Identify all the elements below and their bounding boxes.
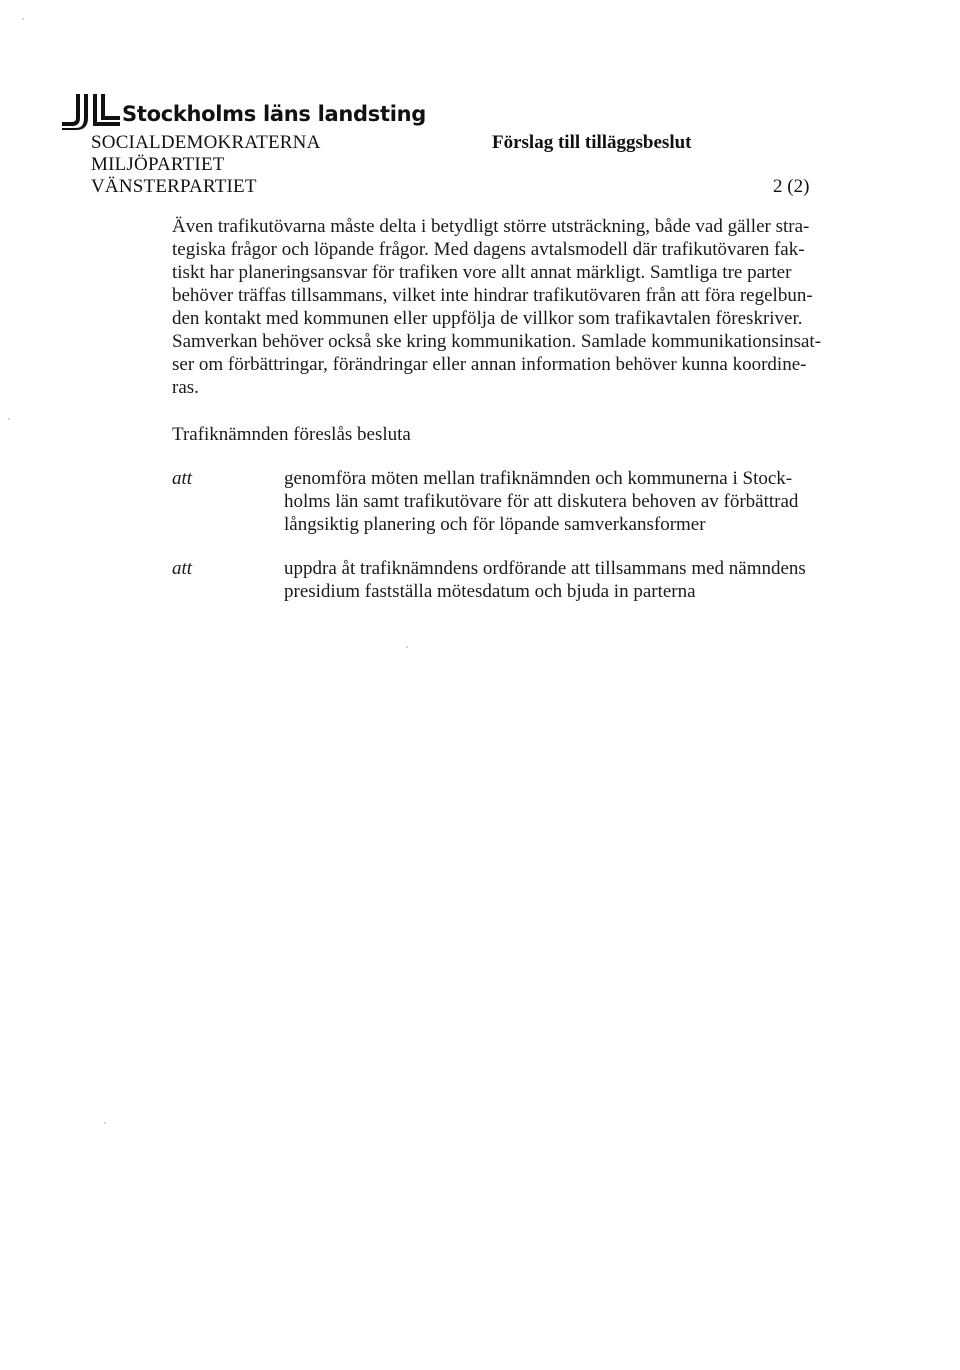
decision-intro: Trafiknämnden föreslås besluta — [172, 424, 411, 445]
organization-name: Stockholms läns landsting — [122, 102, 426, 126]
paragraph-line: behöver träffas tillsammans, vilket inte hindrar trafikutövaren från att föra regelbun- — [172, 285, 813, 306]
paragraph-line: Samverkan behöver också ske kring kommunikation. Samlade kommunikationsinsat- — [172, 331, 822, 352]
party-name: SOCIALDEMOKRATERNA — [91, 132, 321, 153]
proposal-marker: att — [172, 468, 193, 489]
paragraph-line: tiskt har planeringsansvar för trafiken vore allt annat märkligt. Samtliga tre parter — [172, 262, 792, 283]
proposal-line: genomföra möten mellan trafiknämnden och kommunerna i Stock- — [284, 468, 793, 489]
paragraph-line: tegiska frågor och löpande frågor. Med dagens avtalsmodell där trafikutövaren fak- — [172, 239, 805, 260]
paragraph-line: den kontakt med kommunen eller uppfölja de villkor som trafikavtalen föreskriver. — [172, 308, 803, 329]
proposal-line: långsiktig planering och för löpande samverkansformer — [284, 514, 706, 535]
page-number: 2 (2) — [773, 176, 810, 197]
paragraph-line: ser om förbättringar, förändringar eller annan information behöver kunna koordine- — [172, 354, 807, 375]
paragraph-line: Även trafikutövarna måste delta i betydligt större utsträckning, både vad gäller stra- — [172, 216, 810, 237]
scan-speck — [22, 18, 24, 20]
proposal-marker: att — [172, 558, 193, 579]
proposal-line: uppdra åt trafiknämndens ordförande att tillsammans med nämndens — [284, 558, 806, 579]
proposal-line: presidium fastställa mötesdatum och bjuda in parterna — [284, 581, 696, 602]
paragraph-line: ras. — [172, 377, 199, 398]
scan-speck — [406, 646, 408, 648]
scan-speck — [8, 418, 10, 420]
party-name: VÄNSTERPARTIET — [91, 176, 257, 197]
landsting-logo — [60, 92, 122, 132]
party-name: MILJÖPARTIET — [91, 154, 225, 175]
document-type: Förslag till tilläggsbeslut — [492, 132, 692, 153]
scan-speck — [104, 1122, 106, 1124]
proposal-line: holms län samt trafikutövare för att diskutera behoven av förbättrad — [284, 491, 799, 512]
